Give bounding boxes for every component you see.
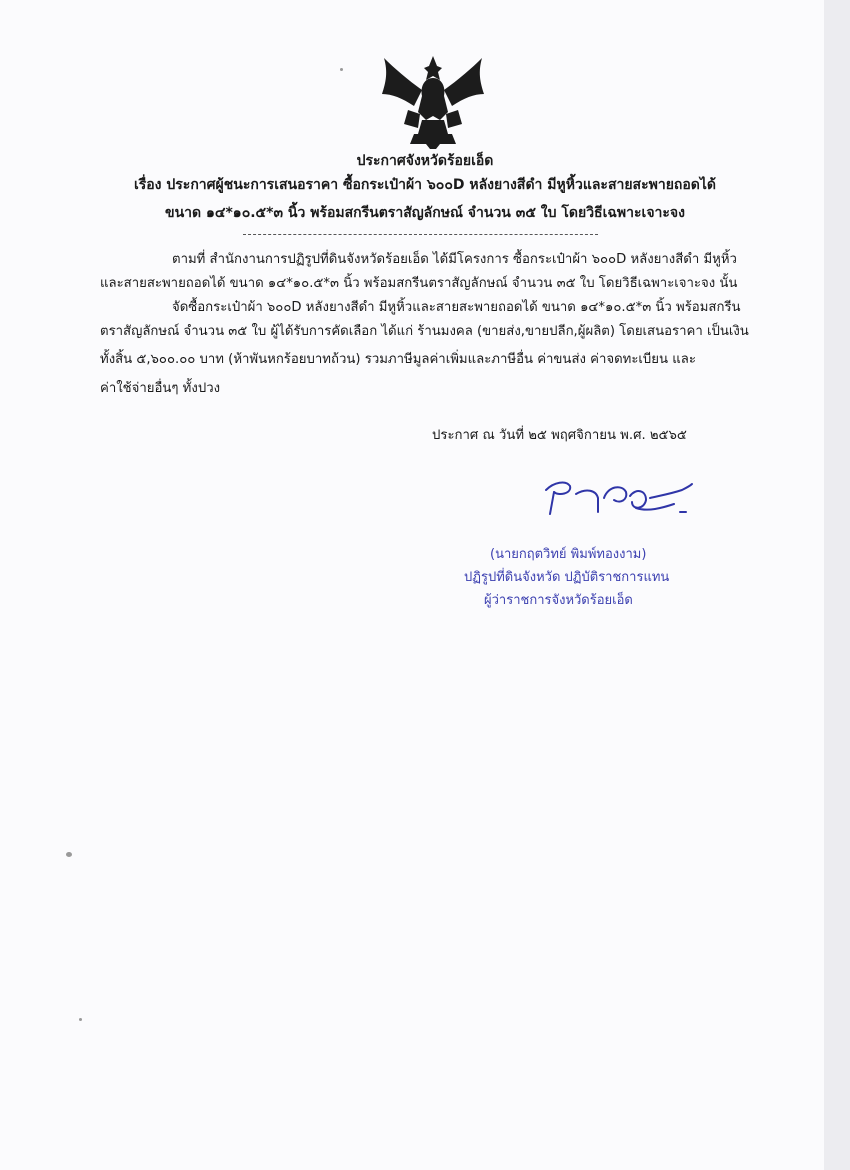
- body-p2-line2: ตราสัญลักษณ์ จำนวน ๓๕ ใบ ผู้ได้รับการคัดเลือก ได้แก่ ร้านมงคล (ขายส่ง,ขายปลีก,ผู้ผลิต) โดยเสนอราคา เป็นเงิน: [100, 324, 749, 339]
- garuda-emblem-icon: [378, 54, 488, 150]
- subject-line-2: ขนาด ๑๔*๑๐.๕*๓ นิ้ว พร้อมสกรีนตราสัญลักษณ์ จำนวน ๓๕ ใบ โดยวิธีเฉพาะเจาะจง: [165, 205, 685, 221]
- body-p1-line1: ตามที่ สำนักงานการปฏิรูปที่ดินจังหวัดร้อยเอ็ด ได้มีโครงการ ซื้อกระเป๋าผ้า ๖๐๐D หลังยางสีดำ มีหูหิ้ว: [172, 252, 737, 267]
- body-p2-line1: จัดซื้อกระเป๋าผ้า ๖๐๐D หลังยางสีดำ มีหูหิ้วและสายสะพายถอดได้ ขนาด ๑๔*๑๐.๕*๓ นิ้ว พร้อมสกรีน: [172, 300, 741, 315]
- divider: [243, 234, 598, 235]
- body-p1-line2: และสายสะพายถอดได้ ขนาด ๑๔*๑๐.๕*๓ นิ้ว พร้อมสกรีนตราสัญลักษณ์ จำนวน ๓๕ ใบ โดยวิธีเฉพาะเจาะจง นั้น: [100, 276, 738, 291]
- signer-position-2: ผู้ว่าราชการจังหวัดร้อยเอ็ด: [484, 593, 633, 608]
- scan-speck: [66, 852, 72, 857]
- signer-name: (นายกฤตวิทย์ พิมพ์ทองงาม): [490, 547, 647, 562]
- org-title: ประกาศจังหวัดร้อยเอ็ด: [356, 153, 494, 169]
- body-p2-line3: ทั้งสิ้น ๕,๖๐๐.๐๐ บาท (ห้าพันหกร้อยบาทถ้วน) รวมภาษีมูลค่าเพิ่มและภาษีอื่น ค่าขนส่ง ค่าจดทะเบียน และ: [100, 352, 696, 367]
- handwritten-signature: [540, 468, 695, 520]
- scan-speck: [79, 1018, 82, 1021]
- scan-speck: [340, 68, 343, 71]
- signer-position-1: ปฏิรูปที่ดินจังหวัด ปฏิบัติราชการแทน: [464, 570, 670, 585]
- announce-date: ประกาศ ณ วันที่ ๒๕ พฤศจิกายน พ.ศ. ๒๕๖๕: [432, 428, 687, 443]
- subject-line-1: เรื่อง ประกาศผู้ชนะการเสนอราคา ซื้อกระเป๋าผ้า ๖๐๐D หลังยางสีดำ มีหูหิ้วและสายสะพายถอดได้: [133, 177, 717, 193]
- body-p2-line4: ค่าใช้จ่ายอื่นๆ ทั้งปวง: [100, 381, 221, 396]
